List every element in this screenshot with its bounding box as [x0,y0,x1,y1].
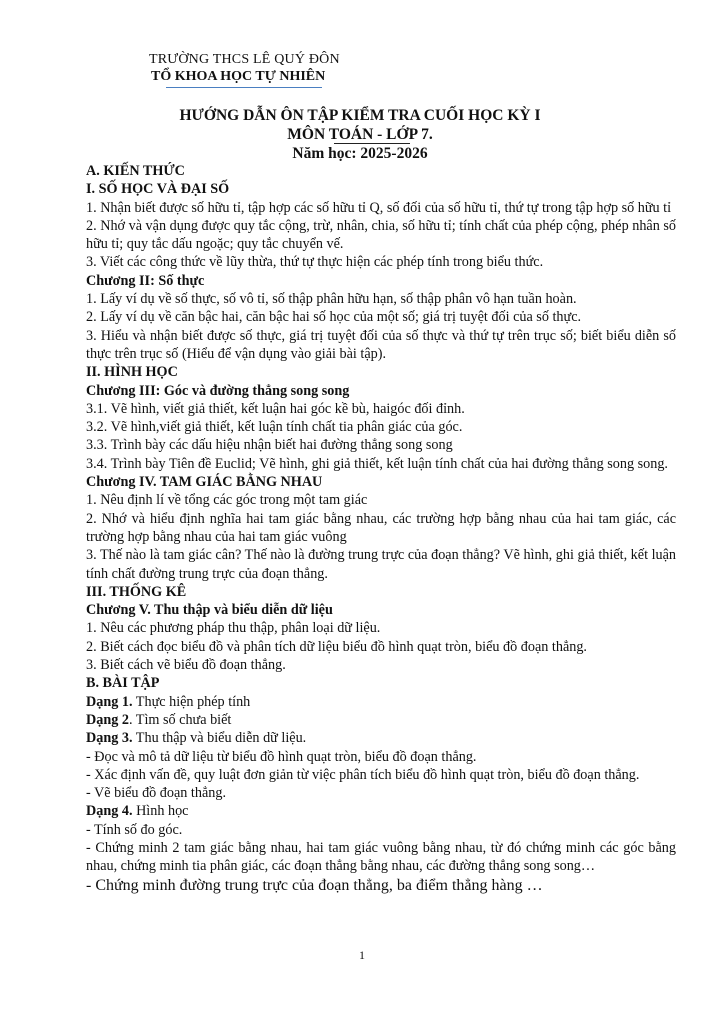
chapter-2-item: 1. Lấy ví dụ về số thực, số vô tỉ, số thập phân hữu hạn, số thập phân vô hạn tuần hoàn. [86,291,577,308]
exercise-item: - Đọc và mô tả dữ liệu từ biểu đồ hình quạt tròn, biểu đồ đoạn thẳng. [86,748,477,765]
exercise-item: - Tính số đo góc. [86,821,183,838]
department-name: TỔ KHOA HỌC TỰ NHIÊN [151,69,326,84]
exercise-type-label: Dạng 1. [86,693,133,710]
chapter-2-item: 3. Hiểu và nhận biết được số thực, giá trị tuyệt đối của số thực và thứ tự trên trục số; biết biểu diễn số thực trên trục số (Hiểu để vận dụng vào giải bài tập). [86,327,676,362]
department-underline [166,87,322,88]
chapter-3-item: 3.1. Vẽ hình, viết giả thiết, kết luận hai góc kề bù, haigóc đối đỉnh. [86,400,465,417]
part-3-heading: III. THỐNG KÊ [86,583,187,600]
chapter-3-item: 3.3. Trình bày các dấu hiệu nhận biết hai đường thẳng song song [86,437,453,454]
chapter-4-item: 1. Nêu định lí về tổng các góc trong một tam giác [86,492,368,509]
part-1-item: 1. Nhận biết được số hữu tỉ, tập hợp các số hữu tỉ Q, số đối của số hữu tỉ, thứ tự trong tập hợp số hữu tỉ [86,199,672,216]
document-subject: MÔN TOÁN - LỚP 7. [287,126,433,143]
exercise-type-1 [86,693,676,711]
document-title: HƯỚNG DẪN ÔN TẬP KIỂM TRA CUỐI HỌC KỲ I [179,107,541,124]
exercise-type-3 [86,729,676,747]
exercise-item: - Chứng minh đường trung trực của đoạn thẳng, ba điểm thẳng hàng … [86,876,543,894]
part-1-heading: I. SỐ HỌC VÀ ĐẠI SỐ [86,181,230,198]
exercise-type-text: Thực hiện phép tính [132,693,251,710]
chapter-4-heading: Chương IV. TAM GIÁC BẰNG NHAU [86,474,323,491]
part-1-item: 3. Viết các công thức về lũy thừa, thứ tự thực hiện các phép tính trong biểu thức. [86,254,544,271]
exercise-type-4 [86,802,676,820]
chapter-2-heading: Chương II: Số thực [86,272,205,289]
school-year: Năm học: 2025-2026 [292,145,428,162]
chapter-5-item: 3. Biết cách vẽ biểu đồ đoạn thẳng. [86,657,286,674]
subject-underline [334,143,410,144]
exercise-type-label: Dạng 4. [86,803,133,820]
exercise-item: - Xác định vấn đề, quy luật đơn giản từ việc phân tích biểu đồ hình quạt tròn, biểu đồ đoạn thẳng. [86,766,640,783]
chapter-3-heading: Chương III: Góc và đường thẳng song song [86,382,350,399]
page-number: 1 [359,948,365,962]
chapter-4-item: 3. Thế nào là tam giác cân? Thế nào là đường trung trực của đoạn thẳng? Vẽ hình, ghi giả thiết, kết luận tính chất đường trung trực của đoạn thẳng. [86,547,676,582]
document-body [86,162,676,896]
exercise-item: - Chứng minh 2 tam giác bằng nhau, hai tam giác vuông bằng nhau, từ đó chứng minh các góc bằng nhau, chứng minh tia phân giác, các đoạn thẳng bằng nhau, các đường thẳng song song… [86,839,676,875]
school-name: TRƯỜNG THCS LÊ QUÝ ĐÔN [149,52,340,67]
exercise-type-text: . Tìm số chưa biết [128,711,232,728]
chapter-5-item: 1. Nêu các phương pháp thu thập, phân loại dữ liệu. [86,620,381,637]
section-b-heading: B. BÀI TẬP [86,675,160,692]
chapter-5-heading: Chương V. Thu thập và biểu diễn dữ liệu [86,602,333,619]
chapter-3-item: 3.4. Trình bày Tiên đề Euclid; Vẽ hình, ghi giả thiết, kết luận tính chất của hai đường thẳng song song. [86,455,668,472]
section-a-heading: A. KIẾN THỨC [86,163,185,179]
part-2-heading: II. HÌNH HỌC [86,364,178,381]
chapter-4-item: 2. Nhớ và hiểu định nghĩa hai tam giác bằng nhau, các trường hợp bằng nhau của hai tam giác, các trường hợp bằng nhau của hai tam giác vuông [86,510,676,545]
exercise-item: - Vẽ biểu đồ đoạn thẳng. [86,785,227,802]
exercise-type-text: Thu thập và biểu diễn dữ liệu. [132,730,307,747]
chapter-2-item: 2. Lấy ví dụ về căn bậc hai, căn bậc hai số học của một số; giá trị tuyệt đối của số thực. [86,309,582,326]
exercise-type-text: Hình học [132,803,189,820]
chapter-3-item: 3.2. Vẽ hình,viết giả thiết, kết luận tính chất tia phân giác của góc. [86,419,463,436]
exercise-type-2 [86,711,676,729]
exercise-type-label: Dạng 2 [86,711,129,728]
part-1-item: 2. Nhớ và vận dụng được quy tắc cộng, trừ, nhân, chia, số hữu tỉ; tính chất của phép cộng, phép nhân số hữu tỉ; quy tắc dấu ngoặc; quy tắc chuyển vế. [86,217,676,253]
exercise-type-label: Dạng 3. [86,730,133,747]
chapter-5-item: 2. Biết cách đọc biểu đồ và phân tích dữ liệu biểu đồ hình quạt tròn, biểu đồ đoạn thẳng. [86,638,587,655]
